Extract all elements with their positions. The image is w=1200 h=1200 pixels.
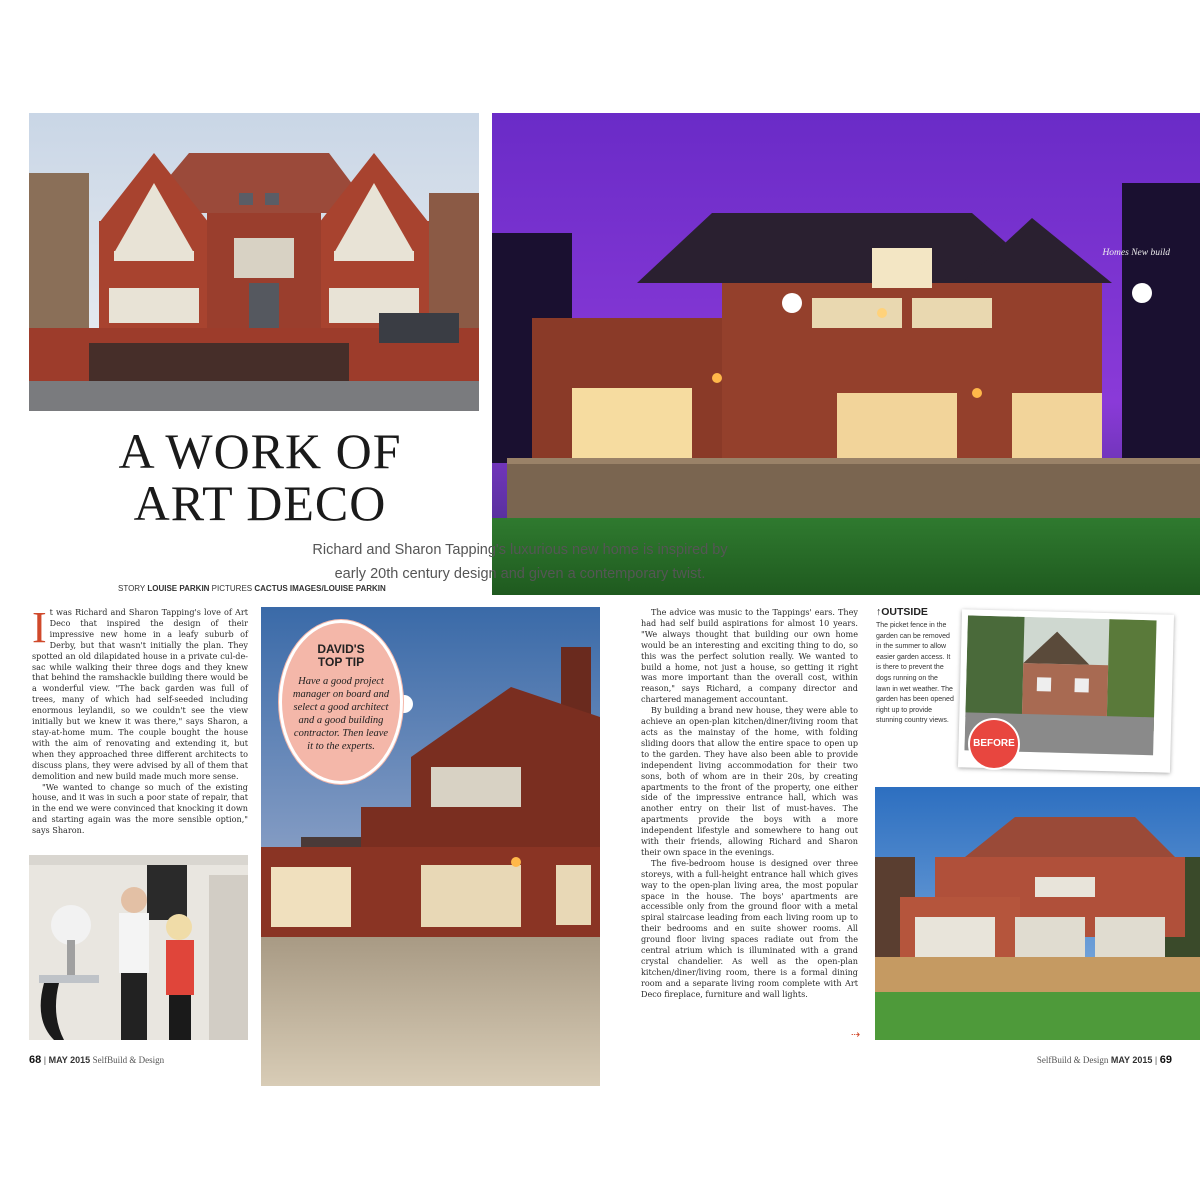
photo-house-night [492,113,1200,595]
sidebar-text: The picket fence in the garden can be removed in the summer to allow easier garden access. It is there to prevent the dogs running on the lawn in wet weather. The garden has been opened right up to provide stunning country views. [876,622,954,725]
folio-date-left: MAY 2015 [48,1055,91,1065]
article-title [40,425,480,529]
drop-cap: I [32,603,47,652]
body-column-1 [32,603,248,836]
page-number-right: 69 [1159,1054,1172,1066]
body-column-3 [641,607,858,1000]
folio-mag-left: SelfBuild & Design [92,1055,165,1065]
tip-title-line-1: DAVID'S [317,642,365,656]
standfirst [305,538,735,586]
credits [118,584,386,593]
paragraph-text: t was Richard and Sharon Tapping's love of Art Deco that inspired the design of their impressive new home in a leafy suburb of Derby, but that wasn't initially the plan. They spotted an old dilapidated house in a private cul-de-sac while walking their three dogs and they knew that behind the ramshackle building there would be a wonderful view. "The back garden was full of trees, many of which had self-seeded including enormous leylandii, so we couldn't see the view initially but we knew it was there," says Sharon, a stay-at-home mum. The couple bought the house with the aim of renovating and extending it, but when they approached three different architects to discuss plans, they were advised by all of them that demolition and new build made much more sense. [32,607,248,781]
before-badge: BEFORE [968,718,1020,770]
page-number-left: 68 [29,1054,42,1066]
folio-mag-right: SelfBuild & Design [1036,1055,1109,1065]
section-label: Homes New build [1102,248,1170,258]
tip-title-line-2: TOP TIP [317,655,365,669]
paragraph [32,603,248,782]
title-line-2: ART DECO [133,475,387,531]
folio-date-right: MAY 2015 [1110,1055,1153,1065]
pictures-name: CACTUS IMAGES/LOUISE PARKIN [254,584,386,593]
tip-title [282,643,400,669]
tip-text: Have a good project manager on board and select a good architect and a good building contractor. Then leave it to the experts. [292,676,390,752]
sidebar-heading: ↑OUTSIDE [876,606,928,618]
story-label: STORY [118,584,146,593]
paragraph: "We wanted to change so much of the existing house, and it was in such a poor state of repair, that in the end we were convinced that knocking it down and starting again was the more sensible option," says Sharon. [32,781,248,836]
story-name: LOUISE PARKIN [147,584,210,593]
top-tip-bubble [279,620,403,784]
folio-left: 68 | MAY 2015 SelfBuild & Design [29,1054,165,1066]
standfirst-line-1: Richard and Sharon Tapping's luxurious new home is inspired by [312,542,728,558]
paragraph: The advice was music to the Tappings' ears. They had had self build aspirations for almost 10 years. "We always thought that building our own home would be an interesting and exciting thing to do, so this was the perfect solution really. We wanted to build a home, not just a house, so getting it right was more important than the overall cost, within reason," says Richard, a company director and chartered management accountant. [641,607,858,705]
paragraph: The five-bedroom house is designed over three storeys, with a full-height entrance hall which gives way to the open-plan living area, the most popular space in the house. The boys' apartments are accessible only from the ground floor with a metal spiral staircase leading from each living room up to their bedrooms and en suite shower rooms. All ground floor living spaces radiate out from the central atrium which is illuminated with a grand crystal chandelier. As well as the open-plan kitchen/diner/living room, there is a formal dining room and a separate living room complete with Art Deco fireplace, furniture and wall lights. [641,857,858,999]
photo-house-rear-day [875,787,1200,1040]
photo-owners [29,855,248,1040]
photo-house-front [29,113,479,411]
pictures-label: PICTURES [211,584,253,593]
arrow-right-icon: ⇢ [851,1029,861,1041]
standfirst-line-2: early 20th century design and given a contemporary twist. [334,566,706,582]
title-line-1: A WORK OF [118,423,402,479]
folio-right: SelfBuild & Design MAY 2015 | 69 [1036,1054,1172,1066]
paragraph: By building a brand new house, they were able to achieve an open-plan kitchen/diner/living room that acts as the mainstay of the home, with folding sliding doors that allow the entire space to open up to the garden. They have also been able to provide independent living accommodation for their two sons, both of whom are in their 20s, by creating apartments to the front of the property, one either side of the impressive entrance hall, which was another entry on their list of must-haves. The apartments provide the boys with a more independent lifestyle and somewhere to hang out with their friends, allowing Richard and Sharon their own space in the evenings. [641,705,858,857]
